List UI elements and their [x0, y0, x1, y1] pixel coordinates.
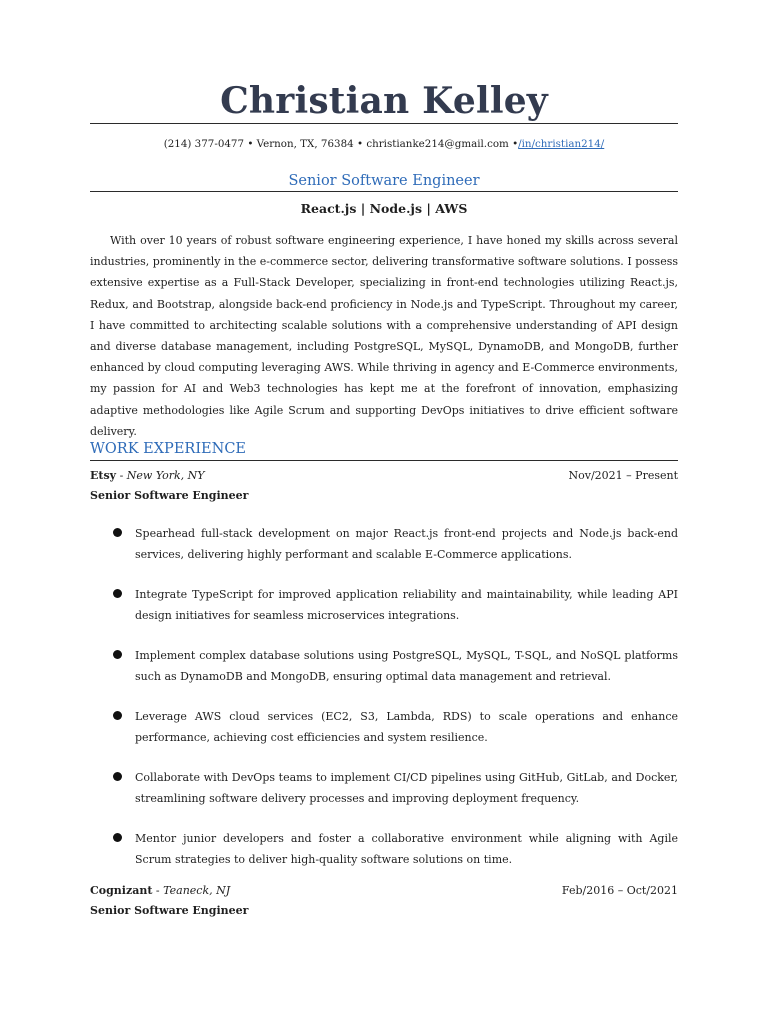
bullet-text: Integrate TypeScript for improved application reliability and maintainability, while leading API design initiatives for seamless microservices integrations. [135, 588, 678, 622]
title-divider [90, 191, 678, 192]
job-role: Senior Software Engineer [90, 904, 249, 917]
separator: • [247, 138, 254, 150]
bullet-icon [113, 589, 122, 598]
list-item [90, 706, 678, 767]
key-skills: React.js | Node.js | AWS [300, 201, 468, 216]
section-divider [90, 460, 678, 461]
bullet-text: Spearhead full-stack development on major React.js front-end projects and Node.js back-end services, delivering highly performant and scalable E-Commerce applications. [135, 527, 678, 561]
job-title-headline: Senior Software Engineer [288, 173, 480, 189]
list-item [90, 645, 678, 706]
bullet-icon [113, 833, 122, 842]
email[interactable]: christianke214@gmail.com [366, 138, 509, 150]
list-item [90, 767, 678, 828]
professional-summary: With over 10 years of robust software engineering experience, I have honed my skills across several industries, prominently in the e-commerce sector, delivering transformative software solutions. I possess extensive expertise as a Full-Stack Developer, specializing in front-end technologies utilizing React.js, Redux, and Bootstrap, alongside back-end proficiency in Node.js and TypeScript. Throughout my career, I have committed to architecting scalable solutions with a comprehensive understanding of API design and diverse database management, including PostgreSQL, MySQL, DynamoDB, and MongoDB, further enhanced by cloud computing leveraging AWS. While thriving in agency and E-Commerce environments, my passion for AI and Web3 technologies has kept me at the forefront of innovation, emphasizing adaptive methodologies like Agile Scrum and supporting DevOps initiatives to drive efficient software delivery. [90, 234, 678, 438]
list-item [90, 828, 678, 889]
job-role: Senior Software Engineer [90, 489, 249, 502]
bullet-icon [113, 772, 122, 781]
employment-dates: Nov/2021 – Present [568, 469, 678, 482]
bullet-text: Collaborate with DevOps teams to implement CI/CD pipelines using GitHub, GitLab, and Docker, streamlining software delivery processes and improving deployment frequency. [135, 771, 678, 805]
linkedin-link[interactable]: /in/christian214/ [518, 138, 605, 150]
header-divider [90, 123, 678, 124]
job-header: Etsy - New York, NY Nov/2021 – Present [90, 469, 678, 482]
job-bullet-list [90, 523, 678, 889]
bullet-icon [113, 528, 122, 537]
separator: • [356, 138, 364, 150]
separator: • [512, 138, 519, 150]
company-location: New York, NY [126, 469, 205, 482]
section-title-work-experience: WORK EXPERIENCE [90, 441, 246, 457]
bullet-text: Leverage AWS cloud services (EC2, S3, Lambda, RDS) to scale operations and enhance performance, achieving cost efficiencies and system resilience. [135, 710, 678, 744]
list-item [90, 523, 678, 584]
bullet-text: Mentor junior developers and foster a collaborative environment while aligning with Agile Scrum strategies to deliver high-quality software solutions on time. [135, 832, 678, 866]
company-name: Etsy [90, 469, 117, 482]
phone: (214) 377-0477 [163, 138, 245, 150]
employment-dates: Feb/2016 – Oct/2021 [561, 884, 678, 897]
contact-line [90, 136, 678, 152]
bullet-text: Implement complex database solutions using PostgreSQL, MySQL, T-SQL, and NoSQL platforms such as DynamoDB and MongoDB, ensuring optimal data management and retrieval. [135, 649, 678, 683]
job-header: Cognizant - Teaneck, NJ Feb/2016 – Oct/2021 [90, 884, 678, 897]
location: Vernon, TX, 76384 [256, 138, 354, 150]
list-item [90, 584, 678, 645]
company-name: Cognizant [90, 884, 153, 897]
bullet-icon [113, 711, 122, 720]
candidate-name: Christian Kelley [220, 80, 548, 122]
bullet-icon [113, 650, 122, 659]
company-location: Teaneck, NJ [163, 884, 231, 897]
